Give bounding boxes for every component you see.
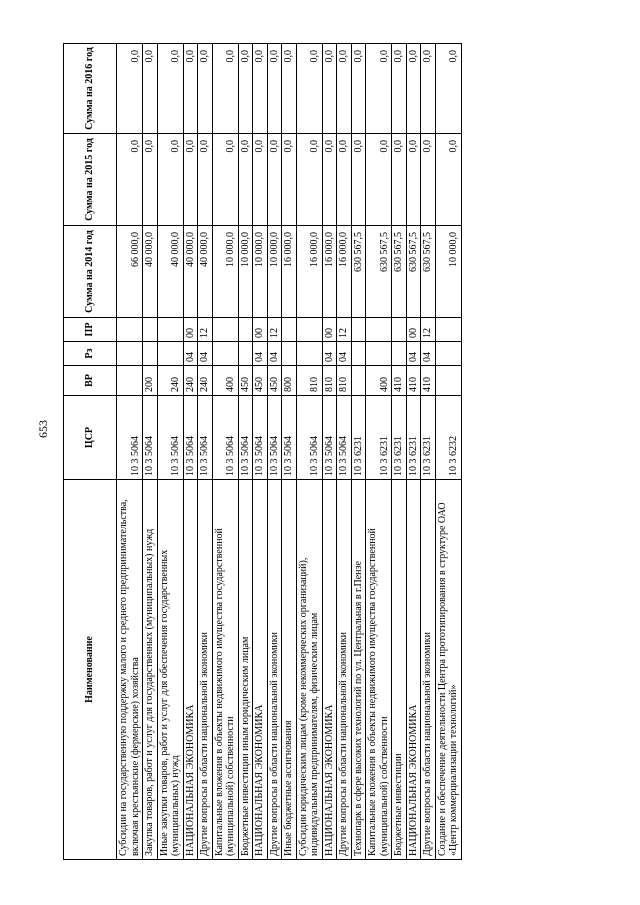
cell-vr: 410 [392,366,407,396]
cell-sum-2016: 0,0 [157,44,183,134]
cell-rz: 04 [267,342,282,366]
table-row [322,44,337,860]
cell-pr [238,318,253,342]
table-row [392,44,407,860]
cell-pr [392,318,407,342]
cell-rz: 04 [337,342,352,366]
header-sum-2015: Сумма на 2015 год [64,134,117,226]
cell-name: Другие вопросы в области национальной экономики [421,480,436,860]
cell-sum-2016: 0,0 [143,44,158,134]
cell-csr: 10 3 5064 [238,396,253,480]
cell-csr: 10 3 5064 [253,396,268,480]
cell-sum-2014: 16 000,0 [337,226,352,318]
cell-name: НАЦИОНАЛЬНАЯ ЭКОНОМИКА [406,480,421,860]
table-row [406,44,421,860]
cell-sum-2015: 0,0 [435,134,461,226]
cell-pr [296,318,322,342]
cell-name: Иные закупки товаров, работ и услуг для обеспечения государственных (муниципальных) нужд [157,480,183,860]
cell-sum-2015: 0,0 [421,134,436,226]
cell-name: Другие вопросы в области национальной экономики [337,480,352,860]
table-row [267,44,282,860]
cell-sum-2014: 10 000,0 [267,226,282,318]
cell-name: Технопарк в сфере высоких технологий по ул. Центральная в г.Пензе [351,480,366,860]
cell-sum-2016: 0,0 [337,44,352,134]
table-row [296,44,322,860]
cell-sum-2016: 0,0 [117,44,143,134]
table-row [435,44,461,860]
cell-vr: 400 [366,366,392,396]
cell-csr: 10 3 6231 [406,396,421,480]
cell-rz: 04 [406,342,421,366]
cell-sum-2014: 10 000,0 [253,226,268,318]
cell-sum-2016: 0,0 [366,44,392,134]
cell-name: Субсидии на государственную поддержку малого и среднего предпринимательства, включая крестьянские (фермерские) хозяйства [117,480,143,860]
header-name: Наименование [64,480,117,860]
cell-rz [157,342,183,366]
cell-sum-2014: 630 567,5 [366,226,392,318]
cell-name: Иные бюджетные ассигнования [282,480,297,860]
table-header-row [64,44,117,860]
table-body [117,44,462,860]
cell-name: Бюджетные инвестиции иным юридическим лицам [238,480,253,860]
cell-sum-2015: 0,0 [212,134,238,226]
cell-csr: 10 3 5064 [198,396,213,480]
page-number: 653 [36,420,50,438]
cell-rz [435,342,461,366]
cell-vr: 240 [157,366,183,396]
cell-name: Другие вопросы в области национальной экономики [267,480,282,860]
cell-pr [117,318,143,342]
table-row [282,44,297,860]
cell-csr: 10 3 5064 [322,396,337,480]
header-rz: Рз [64,342,117,366]
table-row [198,44,213,860]
cell-pr [366,318,392,342]
cell-vr: 240 [183,366,198,396]
cell-vr: 810 [322,366,337,396]
cell-rz [351,342,366,366]
cell-vr: 410 [406,366,421,396]
cell-sum-2015: 0,0 [267,134,282,226]
cell-pr [435,318,461,342]
cell-pr: 12 [267,318,282,342]
table-row [238,44,253,860]
cell-rz: 04 [322,342,337,366]
cell-name: Капитальные вложения в объекты недвижимого имущества государственной (муниципальной) собственности [366,480,392,860]
cell-sum-2015: 0,0 [238,134,253,226]
cell-csr: 10 3 6232 [435,396,461,480]
cell-vr: 450 [238,366,253,396]
cell-rz: 04 [198,342,213,366]
cell-csr: 10 3 5064 [296,396,322,480]
budget-table [63,43,462,860]
cell-sum-2015: 0,0 [322,134,337,226]
cell-sum-2016: 0,0 [198,44,213,134]
cell-rz [117,342,143,366]
cell-sum-2016: 0,0 [282,44,297,134]
cell-name: НАЦИОНАЛЬНАЯ ЭКОНОМИКА [183,480,198,860]
cell-pr: 12 [198,318,213,342]
cell-sum-2015: 0,0 [253,134,268,226]
rotated-table-container [63,44,573,860]
table-row [157,44,183,860]
cell-sum-2014: 16 000,0 [282,226,297,318]
cell-rz [366,342,392,366]
cell-csr: 10 3 5064 [267,396,282,480]
cell-name: Создание и обеспечение деятельности Центра прототипирования в структуре ОАО «Центр коммерциализации технологий» [435,480,461,860]
cell-pr: 00 [406,318,421,342]
cell-vr: 240 [198,366,213,396]
table-row [117,44,143,860]
cell-rz [282,342,297,366]
cell-vr [435,366,461,396]
table-row [366,44,392,860]
cell-rz [296,342,322,366]
cell-sum-2016: 0,0 [435,44,461,134]
cell-name: Капитальные вложения в объекты недвижимого имущества государственной (муниципальной) собственности [212,480,238,860]
table-row [421,44,436,860]
cell-sum-2014: 40 000,0 [198,226,213,318]
cell-pr: 00 [183,318,198,342]
cell-csr: 10 3 5064 [117,396,143,480]
cell-pr: 12 [421,318,436,342]
table-row [253,44,268,860]
cell-sum-2015: 0,0 [183,134,198,226]
cell-rz: 04 [183,342,198,366]
cell-rz: 04 [421,342,436,366]
cell-sum-2014: 10 000,0 [238,226,253,318]
cell-vr [117,366,143,396]
cell-pr: 00 [253,318,268,342]
cell-vr: 810 [296,366,322,396]
cell-sum-2016: 0,0 [421,44,436,134]
cell-name: Закупка товаров, работ и услуг для государственных (муниципальных) нужд [143,480,158,860]
cell-sum-2014: 10 000,0 [212,226,238,318]
cell-sum-2016: 0,0 [253,44,268,134]
table-row [143,44,158,860]
cell-sum-2016: 0,0 [296,44,322,134]
cell-vr: 200 [143,366,158,396]
cell-sum-2016: 0,0 [392,44,407,134]
cell-csr: 10 3 5064 [183,396,198,480]
cell-sum-2015: 0,0 [392,134,407,226]
cell-sum-2014: 630 567,5 [406,226,421,318]
cell-csr: 10 3 5064 [282,396,297,480]
cell-pr [351,318,366,342]
cell-sum-2016: 0,0 [238,44,253,134]
cell-name: НАЦИОНАЛЬНАЯ ЭКОНОМИКА [322,480,337,860]
cell-sum-2016: 0,0 [351,44,366,134]
cell-sum-2016: 0,0 [322,44,337,134]
cell-sum-2016: 0,0 [183,44,198,134]
cell-sum-2014: 16 000,0 [296,226,322,318]
header-vr: ВР [64,366,117,396]
table-row [183,44,198,860]
cell-sum-2014: 630 567,5 [392,226,407,318]
cell-vr: 410 [421,366,436,396]
header-sum-2016: Сумма на 2016 год [64,44,117,134]
cell-sum-2015: 0,0 [406,134,421,226]
cell-vr: 800 [282,366,297,396]
cell-sum-2014: 630 567,5 [351,226,366,318]
cell-pr: 12 [337,318,352,342]
cell-csr: 10 3 5064 [337,396,352,480]
cell-pr [282,318,297,342]
cell-sum-2015: 0,0 [366,134,392,226]
cell-csr: 10 3 6231 [351,396,366,480]
cell-rz [143,342,158,366]
cell-pr [157,318,183,342]
cell-sum-2015: 0,0 [117,134,143,226]
cell-csr: 10 3 5064 [157,396,183,480]
cell-rz [212,342,238,366]
cell-vr [351,366,366,396]
cell-vr: 810 [337,366,352,396]
cell-sum-2015: 0,0 [282,134,297,226]
cell-vr: 450 [253,366,268,396]
cell-sum-2014: 16 000,0 [322,226,337,318]
cell-sum-2014: 66 000,0 [117,226,143,318]
table-row [212,44,238,860]
cell-sum-2014: 40 000,0 [157,226,183,318]
cell-sum-2014: 40 000,0 [183,226,198,318]
cell-sum-2015: 0,0 [337,134,352,226]
cell-sum-2015: 0,0 [157,134,183,226]
cell-csr: 10 3 5064 [143,396,158,480]
cell-rz: 04 [253,342,268,366]
table-row [351,44,366,860]
header-sum-2014: Сумма на 2014 год [64,226,117,318]
cell-csr: 10 3 6231 [366,396,392,480]
cell-sum-2015: 0,0 [143,134,158,226]
cell-sum-2016: 0,0 [212,44,238,134]
cell-rz [238,342,253,366]
cell-sum-2014: 10 000,0 [435,226,461,318]
cell-pr [212,318,238,342]
table-row [337,44,352,860]
cell-sum-2014: 40 000,0 [143,226,158,318]
header-csr: ЦСР [64,396,117,480]
cell-csr: 10 3 6231 [392,396,407,480]
cell-sum-2016: 0,0 [406,44,421,134]
cell-csr: 10 3 6231 [421,396,436,480]
cell-name: Бюджетные инвестиции [392,480,407,860]
cell-sum-2015: 0,0 [296,134,322,226]
cell-name: Другие вопросы в области национальной экономики [198,480,213,860]
cell-pr: 00 [322,318,337,342]
cell-pr [143,318,158,342]
cell-sum-2015: 0,0 [351,134,366,226]
cell-sum-2014: 630 567,5 [421,226,436,318]
cell-name: Субсидии юридическим лицам (кроме некоммерческих организаций), индивидуальным предпринимателям, физическим лицам [296,480,322,860]
cell-vr: 450 [267,366,282,396]
cell-name: НАЦИОНАЛЬНАЯ ЭКОНОМИКА [253,480,268,860]
cell-sum-2015: 0,0 [198,134,213,226]
cell-rz [392,342,407,366]
cell-sum-2016: 0,0 [267,44,282,134]
cell-csr: 10 3 5064 [212,396,238,480]
header-pr: ПР [64,318,117,342]
cell-vr: 400 [212,366,238,396]
